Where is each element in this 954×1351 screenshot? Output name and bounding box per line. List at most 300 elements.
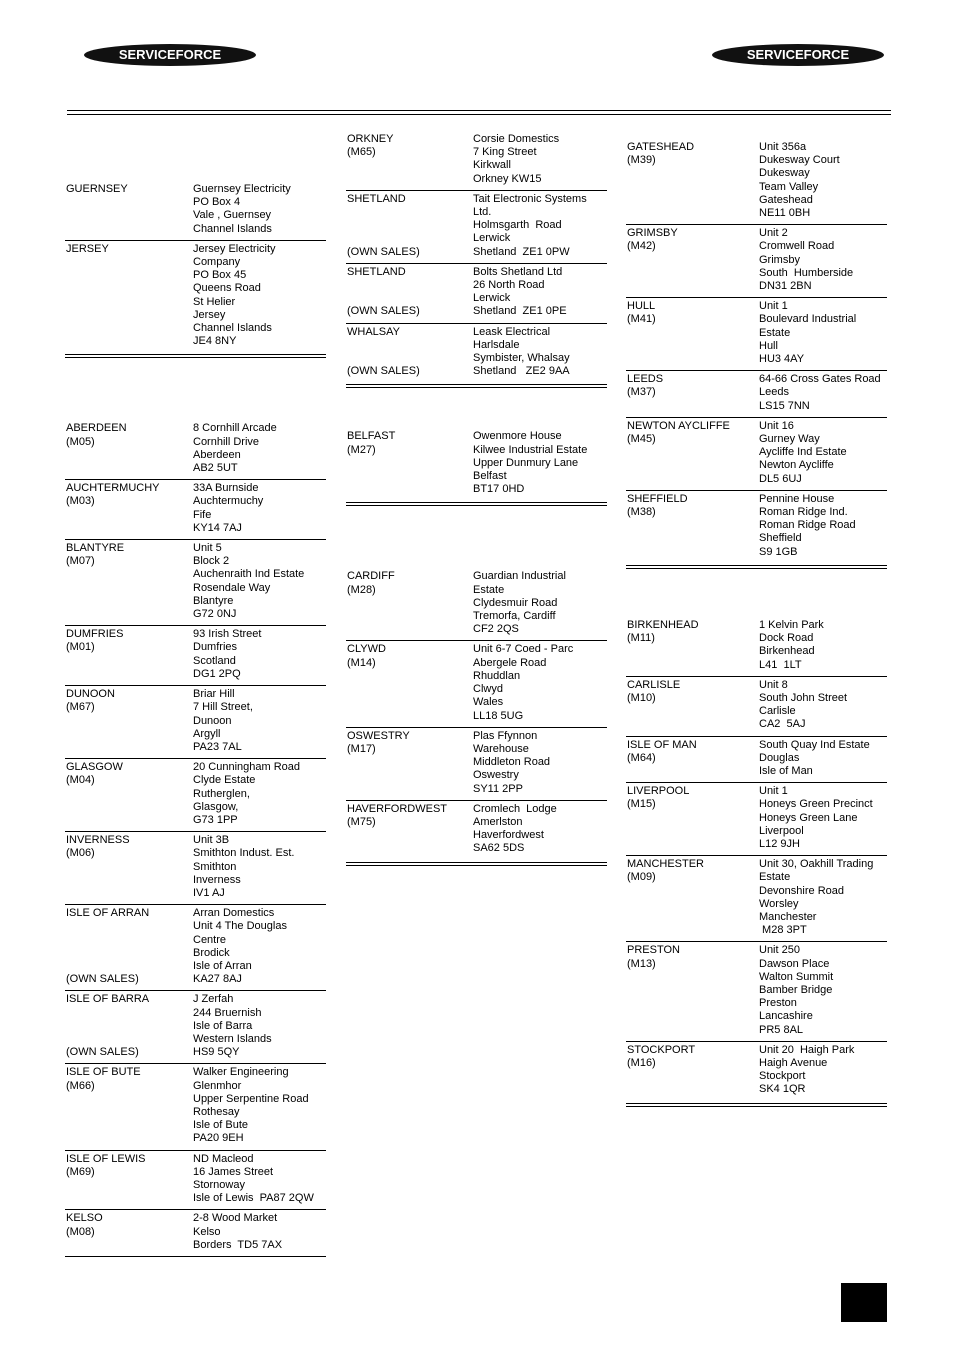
location-name: ISLE OF ARRAN [66, 907, 150, 920]
location-name: CARLISLE [627, 678, 681, 691]
entry-location [347, 193, 473, 259]
address-line: Orkney KW15 [473, 172, 542, 185]
location-code: (M11) [627, 632, 655, 645]
location-name: CLYWD [347, 643, 386, 656]
directory-entry [346, 641, 607, 727]
directory-entry [65, 759, 326, 832]
entry-location [66, 688, 193, 754]
address-line: Clydesmuir Road [473, 596, 558, 609]
entry-address [759, 300, 887, 366]
address-line: Unit 2 [759, 227, 788, 240]
address-line: Kelso [193, 1225, 221, 1238]
address-line: St Helier [193, 295, 236, 308]
directory-entry [65, 991, 326, 1064]
directory-entry [65, 181, 326, 241]
entry-location [66, 907, 193, 986]
address-line: 16 James Street [193, 1165, 274, 1178]
address-line: Centre [193, 933, 227, 946]
address-line: Western Islands [193, 1032, 272, 1045]
address-line: Upper Dunmury Lane [473, 456, 579, 469]
entry-address [193, 243, 326, 349]
address-line: Isle of Barra [193, 1019, 253, 1032]
address-line: South Quay Ind Estate [759, 738, 870, 751]
address-line: Estate [473, 583, 505, 596]
entry-address [759, 373, 887, 413]
address-line: Gurney Way [759, 433, 820, 446]
entry-address [193, 422, 326, 475]
address-line: Devonshire Road [759, 884, 844, 897]
entry-location [66, 422, 193, 475]
location-code: (M67) [66, 701, 95, 714]
address-line: Unit 8 [759, 678, 788, 691]
location-code: (M03) [66, 495, 95, 508]
location-name: WHALSAY [347, 325, 400, 338]
address-line: Aycliffe Ind Estate [759, 446, 847, 459]
location-name: INVERNESS [66, 834, 130, 847]
address-line: SY11 2PP [473, 782, 523, 795]
location-name: KELSO [66, 1212, 103, 1225]
address-line: Dukesway Court [759, 154, 840, 167]
location-name: PRESTON [627, 944, 680, 957]
column-right [626, 139, 887, 1107]
directory-entry [346, 801, 607, 866]
address-line: Estate [759, 871, 791, 884]
address-line: Lerwick [473, 232, 511, 245]
directory-entry [626, 371, 887, 418]
location-code: (M64) [627, 751, 656, 764]
logo-text-right: SERVICEFORCE [746, 47, 850, 62]
address-line: Corsie Domestics [473, 133, 560, 145]
address-line: Cornhill Drive [193, 435, 260, 448]
address-line: PR5 8AL [759, 1023, 804, 1036]
serviceforce-logo-left [84, 44, 256, 66]
directory-entry [626, 737, 887, 784]
location-name: LIVERPOOL [627, 785, 690, 798]
location-name: AUCHTERMUCHY [66, 482, 160, 495]
location-code: (OWN SALES) [347, 365, 420, 378]
address-line: Guernsey Electricity [193, 183, 291, 195]
entry-location [627, 944, 759, 1036]
address-line: 7 King Street [473, 146, 537, 159]
location-code: (M09) [627, 871, 656, 884]
address-line: Shetland ZE1 0PE [473, 305, 567, 318]
address-line: NE11 0BH [759, 207, 811, 220]
address-line: Blantyre [193, 594, 234, 607]
location-name: BIRKENHEAD [627, 618, 699, 631]
serviceforce-logo-right [712, 44, 884, 66]
address-line: L41 1LT [759, 658, 802, 671]
address-line: Oswestry [473, 769, 519, 782]
address-line: Unit 20 Haigh Park [759, 1043, 855, 1056]
location-code: (M37) [627, 386, 656, 399]
address-line: Isle of Arran [193, 959, 252, 972]
location-name: OSWESTRY [347, 729, 410, 742]
entry-location [66, 834, 193, 900]
address-line: Block 2 [193, 555, 230, 568]
address-line: Roman Ridge Ind. [759, 506, 848, 519]
address-line: Clwyd [473, 683, 503, 696]
address-line: Isle of Lewis PA87 2QW [193, 1192, 314, 1205]
address-line: PA20 9EH [193, 1132, 244, 1145]
location-code: (M66) [66, 1079, 95, 1092]
address-line: Unit 3B [193, 834, 230, 847]
entry-address [193, 628, 326, 681]
address-line: Stockport [759, 1070, 806, 1083]
entry-address [759, 944, 887, 1036]
address-line: Walker Engineering [193, 1066, 289, 1079]
address-line: Briar Hill [193, 688, 235, 701]
address-line: Dukesway [759, 167, 810, 180]
address-line: Borders TD5 7AX [193, 1238, 283, 1251]
address-line: AB2 5UT [193, 462, 238, 475]
location-code: (M15) [627, 798, 656, 811]
entry-location [66, 482, 193, 535]
address-line: Leask Electrical [473, 325, 551, 338]
address-line: JE4 8NY [193, 335, 237, 348]
location-code: (OWN SALES) [347, 305, 420, 318]
entry-location [347, 266, 473, 319]
section-gap [346, 506, 607, 568]
location-name: ORKNEY [347, 133, 394, 145]
entry-location [627, 300, 759, 366]
address-line: Channel Islands [193, 322, 272, 335]
address-line: Haverfordwest [473, 829, 544, 842]
directory-entry [346, 568, 607, 641]
address-line: HS9 5QY [193, 1046, 240, 1059]
address-line: Amerlston [473, 815, 523, 828]
directory-entry [626, 617, 887, 677]
entry-address [473, 266, 607, 319]
entry-location [627, 739, 759, 779]
address-line: ND Macleod [193, 1152, 254, 1165]
address-line: South John Street [759, 691, 848, 704]
address-line: Lerwick [473, 292, 511, 305]
address-line: Birkenhead [759, 645, 815, 658]
entry-location [627, 858, 759, 937]
location-code: (M01) [66, 641, 95, 654]
location-code: (M07) [66, 555, 95, 568]
address-line: Pennine House [759, 492, 835, 505]
directory-entry [626, 942, 887, 1041]
location-name: ISLE OF LEWIS [66, 1152, 146, 1165]
entry-address [193, 183, 326, 236]
address-line: South Humberside [759, 266, 854, 279]
location-name: ISLE OF MAN [627, 738, 697, 751]
location-code: (M45) [627, 433, 656, 446]
address-line: Unit 5 [193, 542, 222, 555]
address-line: PO Box 45 [193, 269, 247, 282]
address-line: Unit 6-7 Coed - Parc [473, 643, 574, 656]
address-line: Tremorfa, Cardiff [473, 610, 556, 623]
entry-location [66, 628, 193, 681]
entry-address [473, 730, 607, 796]
address-line: Manchester [759, 910, 817, 923]
address-line: Fife [193, 508, 212, 521]
directory-entry [65, 832, 326, 905]
address-line: BT17 0HD [473, 483, 525, 496]
entry-location [347, 570, 473, 636]
entry-location [347, 643, 473, 722]
address-line: Bolts Shetland Ltd [473, 265, 563, 278]
address-line: HU3 4AY [759, 353, 805, 366]
entry-address [473, 430, 607, 496]
location-code: (M39) [627, 154, 656, 167]
address-line: 26 North Road [473, 279, 545, 292]
address-line: Bamber Bridge [759, 983, 833, 996]
address-line: Guardian Industrial [473, 570, 566, 583]
address-line: Lancashire [759, 1010, 813, 1023]
location-code: (M13) [627, 957, 656, 970]
address-line: KY14 7AJ [193, 521, 242, 534]
address-line: Rutherglen, [193, 787, 250, 800]
directory-entry [65, 1151, 326, 1211]
address-line: Upper Serpentine Road [193, 1092, 309, 1105]
address-line: Channel Islands [193, 222, 272, 235]
entry-address [759, 493, 887, 559]
directory-entry [65, 686, 326, 759]
directory-entry [626, 139, 887, 225]
address-line: 2-8 Wood Market [193, 1212, 278, 1225]
header-rule [67, 110, 891, 115]
entry-location [627, 679, 759, 732]
page-number-box [841, 1283, 887, 1322]
section-gap [626, 569, 887, 617]
location-name: DUNOON [66, 688, 115, 701]
address-line: Holmsgarth Road [473, 219, 562, 232]
address-line: Worsley [759, 897, 799, 910]
location-name: MANCHESTER [627, 858, 705, 871]
address-line: Tait Electronic Systems [473, 192, 587, 205]
address-line: Unit 356a [759, 141, 807, 153]
directory-entry [65, 626, 326, 686]
address-line: SK4 1QR [759, 1083, 806, 1096]
address-line: Abergele Road [473, 656, 547, 669]
address-line: Clyde Estate [193, 774, 256, 787]
entry-address [759, 739, 887, 779]
entry-location [347, 803, 473, 856]
location-name: HAVERFORDWEST [347, 802, 448, 815]
location-code: (M65) [347, 146, 376, 159]
address-line: 33A Burnside [193, 482, 259, 495]
address-line: Jersey [193, 308, 226, 321]
location-code: (M69) [66, 1165, 95, 1178]
address-line: Carlisle [759, 705, 796, 718]
location-code: (M16) [627, 1056, 656, 1069]
address-line: DN31 2BN [759, 280, 812, 293]
address-line: Jersey Electricity [193, 242, 276, 255]
location-code: (M42) [627, 240, 656, 253]
entry-location [627, 227, 759, 293]
address-line: Cromwell Road [759, 240, 835, 253]
entry-address [759, 679, 887, 732]
location-code: (OWN SALES) [66, 1046, 139, 1059]
address-line: Gateshead [759, 193, 813, 206]
location-name: STOCKPORT [627, 1043, 696, 1056]
address-line: M28 3PT [759, 924, 807, 937]
address-line: Hull [759, 339, 778, 352]
directory-entry [626, 491, 887, 569]
address-line: LL18 5UG [473, 709, 524, 722]
entry-address [193, 993, 326, 1059]
address-line: 64-66 Cross Gates Road [759, 373, 881, 386]
address-line: Harlsdale [473, 338, 520, 351]
location-name: CARDIFF [347, 570, 395, 583]
entry-address [473, 570, 607, 636]
location-name: SHETLAND [347, 192, 406, 205]
address-line: Stornoway [193, 1179, 245, 1191]
directory-entry [626, 225, 887, 298]
address-line: Newton Aycliffe [759, 459, 834, 472]
address-line: Leeds [759, 386, 789, 399]
entry-location [66, 183, 193, 236]
address-line: Cromlech Lodge [473, 802, 557, 815]
address-line: Shetland ZE2 9AA [473, 365, 570, 378]
address-line: DL5 6UJ [759, 472, 802, 485]
address-line: Shetland ZE1 0PW [473, 245, 570, 258]
address-line: Team Valley [759, 180, 819, 193]
entry-location [627, 420, 759, 486]
address-line: Company [193, 256, 241, 269]
address-line: DG1 2PQ [193, 667, 241, 680]
entry-address [193, 1212, 326, 1252]
address-line: KA27 8AJ [193, 973, 242, 986]
address-line: 20 Cunningham Road [193, 761, 301, 774]
location-code: (M05) [66, 435, 95, 448]
directory-entry [626, 677, 887, 737]
address-line: Unit 250 [759, 944, 800, 957]
address-line: Honeys Green Precinct [759, 798, 873, 811]
address-line: G72 0NJ [193, 608, 237, 621]
address-line: Douglas [759, 751, 800, 764]
location-code: (M27) [347, 443, 376, 456]
address-line: Unit 4 The Douglas [193, 920, 287, 933]
entry-address [473, 326, 607, 379]
directory-entry [346, 264, 607, 324]
location-code: (M10) [627, 691, 656, 704]
address-line: Vale , Guernsey [193, 209, 272, 222]
entry-address [759, 619, 887, 672]
address-line: Preston [759, 997, 797, 1010]
address-line: L12 9JH [759, 837, 800, 850]
entry-address [759, 227, 887, 293]
address-line: Scotland [193, 654, 236, 667]
directory-entry [346, 131, 607, 191]
address-line: IV1 AJ [193, 886, 225, 899]
directory-entry [65, 1210, 326, 1257]
location-name: BLANTYRE [66, 542, 125, 555]
entry-address [759, 858, 887, 937]
address-line: Dock Road [759, 632, 814, 645]
address-line: Boulevard Industrial [759, 313, 857, 326]
entry-location [66, 1066, 193, 1145]
address-line: 8 Cornhill Arcade [193, 422, 277, 435]
address-line: J Zerfah [193, 993, 234, 1006]
location-name: GRIMSBY [627, 227, 678, 240]
entry-location [347, 730, 473, 796]
address-line: Smithton Indust. Est. [193, 847, 295, 860]
entry-address [759, 1044, 887, 1097]
directory-entry [346, 428, 607, 506]
entry-address [193, 542, 326, 621]
entry-location [627, 493, 759, 559]
entry-address [193, 1153, 326, 1206]
entry-location [66, 993, 193, 1059]
address-line: Auchtermuchy [193, 495, 264, 508]
address-line: Smithton [193, 860, 237, 873]
entry-address [759, 141, 887, 220]
location-code: (OWN SALES) [347, 245, 420, 258]
location-code: (M06) [66, 847, 95, 860]
address-line: Dunoon [193, 714, 232, 727]
location-name: SHEFFIELD [627, 492, 688, 505]
address-line: Middleton Road [473, 756, 551, 769]
address-line: Rhuddlan [473, 669, 521, 682]
address-line: Kirkwall [473, 159, 511, 172]
entry-location [627, 141, 759, 220]
location-name: LEEDS [627, 373, 664, 386]
address-line: PO Box 4 [193, 196, 241, 209]
location-name: BELFAST [347, 430, 396, 443]
location-name: ABERDEEN [66, 422, 127, 435]
location-name: ISLE OF BUTE [66, 1066, 141, 1079]
entry-address [193, 907, 326, 986]
location-code: (M41) [627, 313, 656, 326]
entry-address [193, 761, 326, 827]
address-line: S9 1GB [759, 545, 798, 558]
address-line: SA62 5DS [473, 842, 525, 855]
entry-address [473, 803, 607, 856]
entry-location [347, 133, 473, 186]
address-line: Wales [473, 696, 504, 709]
address-line: Plas Ffynnon [473, 729, 538, 742]
entry-address [759, 420, 887, 486]
address-line: PA23 7AL [193, 740, 242, 753]
address-line: Rothesay [193, 1105, 240, 1118]
directory-entry [346, 324, 607, 389]
location-code: (M17) [347, 742, 376, 755]
entry-address [193, 482, 326, 535]
directory-entry [65, 905, 326, 991]
directory-entry [626, 856, 887, 942]
entry-location [347, 430, 473, 496]
directory-entry [626, 783, 887, 856]
address-line: Symbister, Whalsay [473, 352, 570, 365]
entry-address [193, 834, 326, 900]
directory-entry [65, 420, 326, 480]
directory-entry [65, 480, 326, 540]
address-line: Brodick [193, 946, 230, 959]
entry-address [473, 193, 607, 259]
location-code: (M08) [66, 1225, 95, 1238]
directory-entry [65, 540, 326, 626]
location-name: JERSEY [66, 242, 109, 255]
address-line: CA2 5AJ [759, 718, 806, 731]
entry-address [473, 643, 607, 722]
address-line: Sheffield [759, 532, 802, 545]
address-line: Unit 30, Oakhill Trading [759, 858, 874, 871]
address-line: Rosendale Way [193, 581, 271, 594]
entry-location [627, 1044, 759, 1097]
entry-location [66, 761, 193, 827]
address-line: CF2 2QS [473, 623, 519, 636]
address-line: Isle of Bute [193, 1119, 249, 1132]
address-line: Argyll [193, 727, 221, 740]
section-gap [65, 358, 326, 420]
address-line: Ltd. [473, 206, 492, 219]
location-code: (M14) [347, 656, 376, 669]
address-line: Liverpool [759, 824, 804, 837]
entry-location [66, 1153, 193, 1206]
